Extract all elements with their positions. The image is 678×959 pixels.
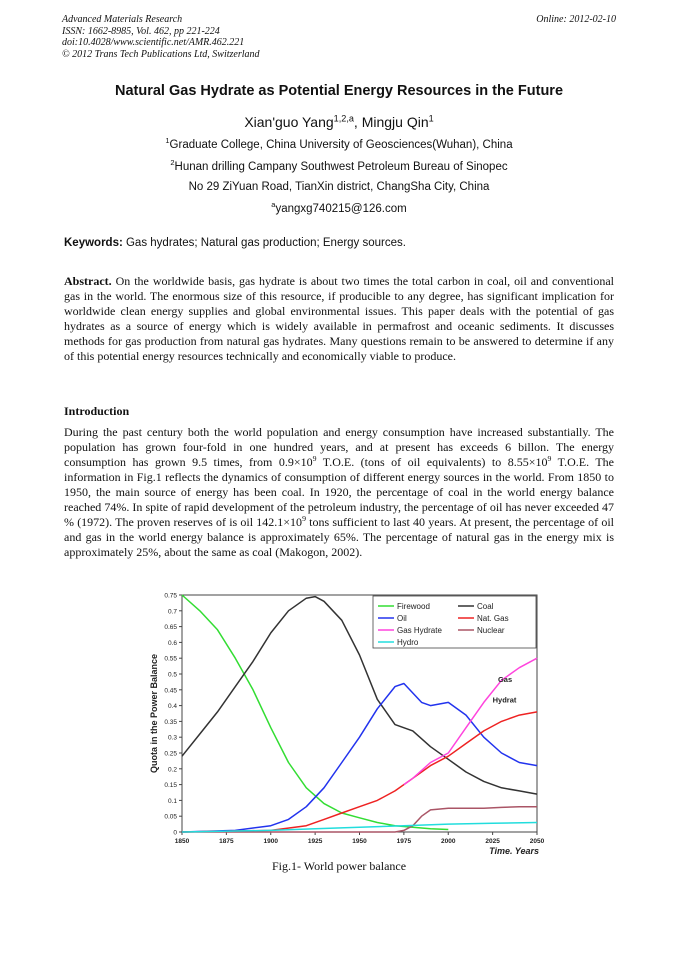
- legend-label-nuclear: Nuclear: [477, 626, 505, 635]
- journal-header: [62, 14, 622, 60]
- intro-text-2: T.O.E. (tons of oil equivalents) to 8.55×10: [316, 455, 548, 469]
- y-tick-label: 0.7: [167, 608, 177, 616]
- keywords-text: Gas hydrates; Natural gas production; Energy sources.: [122, 237, 406, 249]
- abstract-label: Abstract.: [64, 274, 112, 288]
- affiliation-2-sup: 2: [170, 158, 175, 168]
- legend-label-oil: Oil: [397, 614, 407, 623]
- y-tick-label: 0.65: [164, 624, 177, 632]
- doi: doi:10.4028/www.scientific.net/AMR.462.221: [62, 37, 245, 48]
- affiliation-2-text: Hunan drilling Campany Southwest Petroleum Bureau of Sinopec: [174, 161, 508, 173]
- x-tick-label: 1975: [396, 838, 412, 845]
- intro-text-1: During the past century both the world population and energy consumption have increased substantially. The population has grown four-fold in one hundred years, and at present has exceeds 6 billon. The energy consumption has grown 9.5 times, from 0.9×10: [64, 425, 614, 469]
- email-sup: a: [271, 200, 276, 210]
- author-1: Xian'guo Yang: [244, 114, 334, 130]
- affiliation-1-sup: 1: [165, 136, 170, 146]
- y-tick-label: 0.25: [164, 750, 177, 758]
- copyright: © 2012 Trans Tech Publications Ltd, Switzerland: [62, 48, 260, 60]
- intro-sup-1: 9: [312, 454, 317, 463]
- legend-label-firewood: Firewood: [397, 602, 430, 611]
- intro-text-3: T.O.E. The information in Fig.1 reflects the dynamics of consumption of different energy sources in the world. From 1850 to 1950, the main source of energy has been coal. In 1920, the percentage of coal in the world energy balance reached 74%. In spite of rapid development of the petroleum industry, the percentage of oil has never exceeded 47 % (1972). The proven reserves of is oil 142.1×10: [64, 455, 614, 529]
- author-2-affil: 1: [428, 113, 434, 124]
- y-tick-label: 0.45: [164, 687, 177, 695]
- y-tick-label: 0.15: [164, 782, 177, 790]
- issn: ISSN: 1662-8985, Vol. 462, pp 221-224: [62, 25, 220, 37]
- legend-label-nat-gas: Nat. Gas: [477, 614, 509, 623]
- email: [0, 200, 678, 215]
- annotation-gas: Gas: [497, 674, 513, 684]
- y-axis-label: Quota in the Power Balance: [149, 653, 159, 774]
- y-tick-label: 0.55: [164, 655, 177, 663]
- y-tick-label: 0.05: [164, 813, 177, 821]
- x-tick-label: 1950: [352, 838, 367, 845]
- x-tick-label: 2025: [485, 838, 500, 845]
- authors: [0, 114, 678, 130]
- figure-caption: Fig.1- World power balance: [271, 859, 407, 873]
- y-tick-label: 0.4: [167, 703, 177, 711]
- abstract-text: On the worldwide basis, gas hydrate is about two times the total carbon in coal, oil and conventional gas in the world. The enormous size of this resource, if producible to any degree, has significant implication for worldwide clean energy supplies and global environmental issues. This paper deals with the potential of gas hydrates as a source of energy which is widely available in permafrost and oceanic sediments. It discusses methods for gas production from natural gas hydrates. Many questions remain to be answered to determine if any of this potential energy resources technically and economically viable to produce.: [64, 274, 614, 363]
- annotation-hydrat: Hydrat: [492, 695, 517, 705]
- x-tick-label: 2050: [529, 838, 545, 845]
- author-2: Mingju Qin: [361, 114, 429, 130]
- author-1-affil: 1,2,a: [333, 113, 354, 124]
- intro-sup-2: 9: [547, 454, 552, 463]
- legend-label-gas-hydrate: Gas Hydrate: [397, 626, 442, 635]
- x-tick-label: 1875: [219, 838, 234, 845]
- legend-label-hydro: Hydro: [397, 638, 419, 647]
- y-tick-label: 0.1: [167, 797, 177, 805]
- intro-sup-3: 9: [302, 514, 306, 523]
- x-tick-label: 1925: [307, 838, 323, 845]
- affiliation-2-address: No 29 ZiYuan Road, TianXin district, ChangSha City, China: [188, 181, 490, 193]
- y-tick-label: 0.6: [167, 639, 177, 647]
- keywords-label: Keywords:: [64, 237, 123, 249]
- affiliation-2: [0, 158, 678, 173]
- email-text: yangxg740215@126.com: [275, 203, 407, 215]
- keywords: [64, 237, 406, 249]
- legend-label-coal: Coal: [477, 602, 494, 611]
- affiliation-1: [0, 136, 678, 151]
- x-tick-label: 1850: [174, 838, 190, 845]
- online-date: Online: 2012-02-10: [536, 14, 616, 25]
- introduction-heading: Introduction: [64, 404, 130, 418]
- journal-name: Advanced Materials Research: [62, 14, 183, 25]
- author-separator: ,: [353, 114, 362, 130]
- x-tick-label: 2000: [441, 838, 456, 845]
- abstract: [64, 274, 614, 364]
- x-axis-label: Time. Years: [489, 846, 539, 855]
- affiliation-1-text: Graduate College, China University of Geosciences(Wuhan), China: [169, 139, 513, 151]
- intro-text-4: tons sufficient to last 40 years. At present, the percentage of oil and gas in the world energy balance is approximately 65%. The percentage of natural gas in the energy mix is approximately 25%, about the same as coal (Makogon, 2002).: [64, 515, 614, 559]
- y-tick-label: 0.5: [167, 671, 177, 679]
- y-tick-label: 0.35: [164, 718, 177, 726]
- y-tick-label: 0.75: [164, 592, 177, 600]
- paper-title: Natural Gas Hydrate as Potential Energy Resources in the Future: [114, 83, 564, 99]
- x-tick-label: 1900: [263, 838, 278, 845]
- y-tick-label: 0: [173, 829, 177, 837]
- y-tick-label: 0.2: [167, 766, 177, 774]
- introduction-paragraph: [64, 425, 614, 560]
- world-power-balance-chart: [145, 590, 545, 855]
- y-tick-label: 0.3: [167, 734, 177, 742]
